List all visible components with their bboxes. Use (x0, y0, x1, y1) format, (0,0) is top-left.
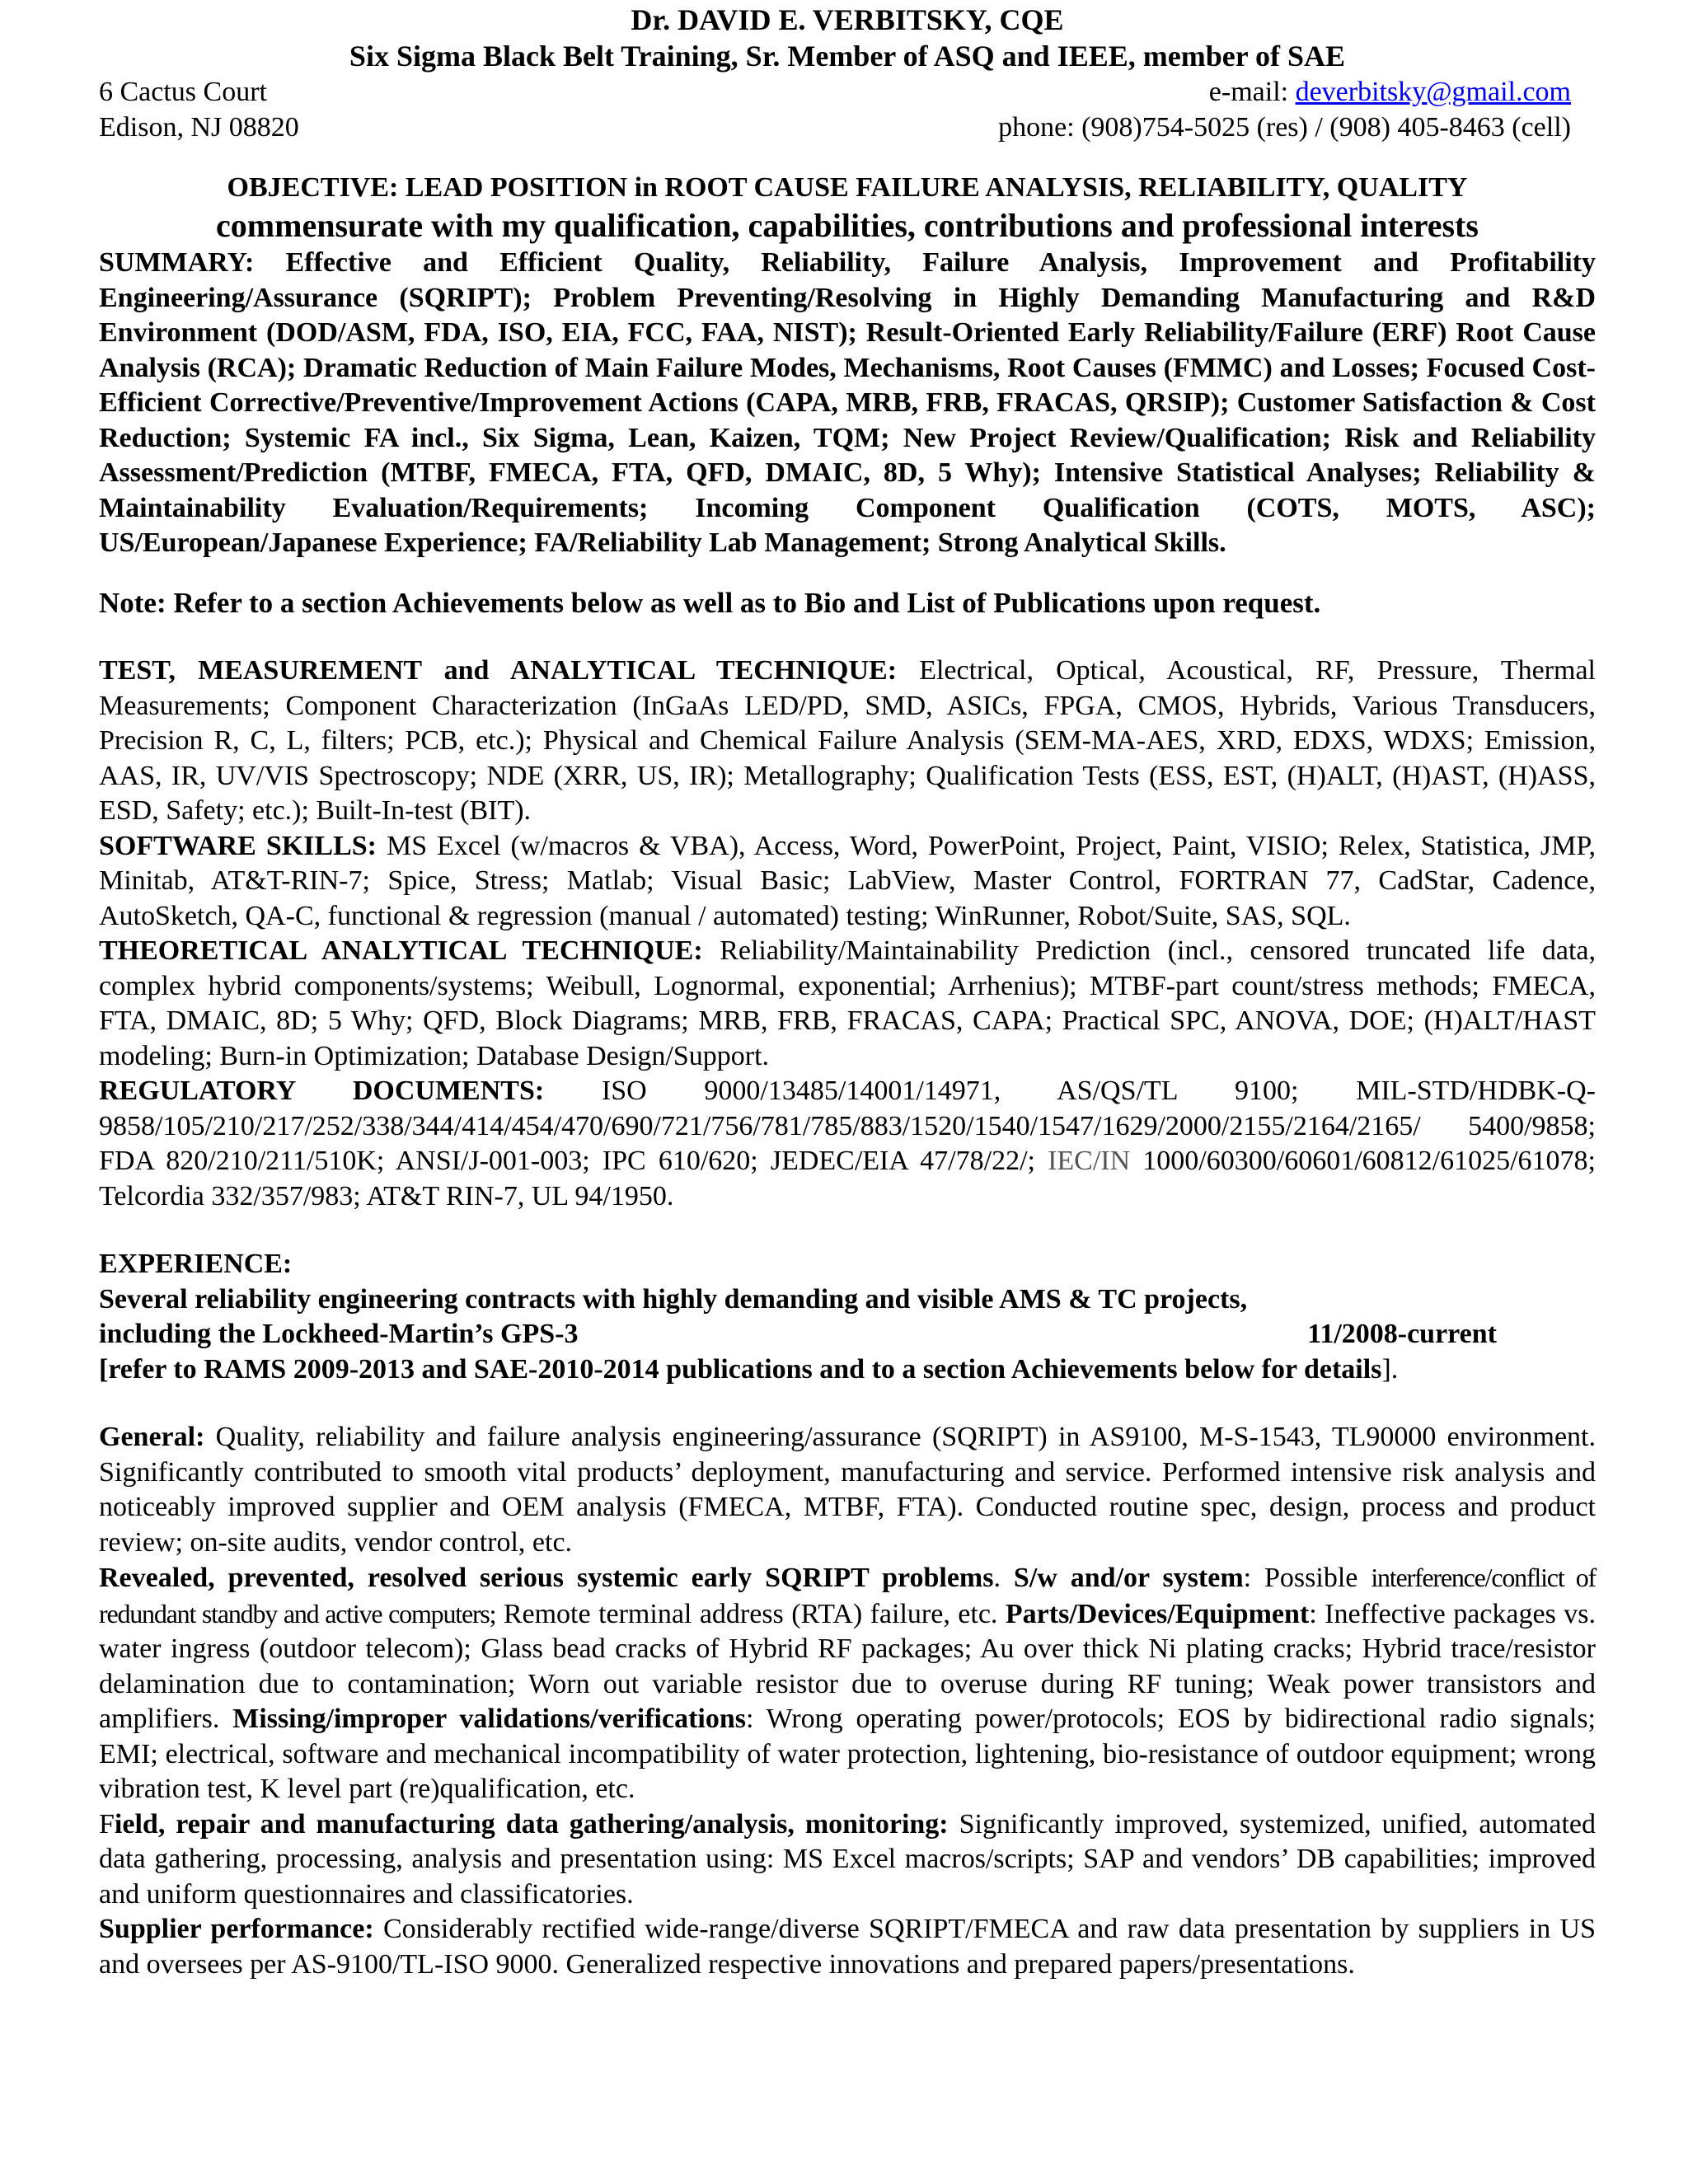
objective-heading: OBJECTIVE: LEAD POSITION in ROOT CAUSE FAILURE ANALYSIS, RELIABILITY, QUALITY (227, 172, 1468, 203)
sw-system-tight-text: interference/conflict of redundant standby and active computers; (99, 1563, 1596, 1629)
objective-subheading: commensurate with my qualification, capabilities, contributions and professional interests (216, 207, 1479, 244)
sw-system-label: S/w and/or system (1013, 1563, 1244, 1593)
candidate-name: Dr. DAVID E. VERBITSKY, CQE (631, 3, 1064, 36)
experience-refer-text: [refer to RAMS 2009-2013 and SAE-2010-2014 publications and to a section Achievements below for details (99, 1353, 1382, 1385)
field-data-label: ield, repair and manufacturing data gathering/analysis, monitoring: (114, 1808, 949, 1840)
missing-validations-label: Missing/improper validations/verifications (232, 1704, 746, 1734)
experience-refer-line (99, 1352, 1596, 1388)
supplier-performance-label: Supplier performance: (99, 1914, 374, 1944)
regulatory-documents-tail: 1000/60300/60601/60812/61025/61078; Telcordia 332/357/983; AT&T RIN-7, UL 94/1950. (99, 1146, 1596, 1212)
sw-system-text-2: Remote terminal address (RTA) failure, etc. (495, 1598, 1006, 1629)
software-skills-text: MS Excel (w/macros & VBA), Access, Word, PowerPoint, Project, Paint, VISIO; Relex, Statistica, JMP, Minitab, AT&T-RIN-7; Spice, Stress; Matlab; Visual Basic; LabView, Master Control, FORTRAN 77, CadStar, Cadence, AutoSketch, QA-C, functional & regression (manual / automated) testing; WinRunner, Robot/Suite, SAS, SQL. (99, 830, 1596, 931)
revealed-label: Revealed, prevented, resolved serious systemic early SQRIPT problems (99, 1563, 994, 1593)
test-measurement-label: TEST, MEASUREMENT and ANALYTICAL TECHNIQUE: (99, 655, 898, 686)
email-link[interactable]: deverbitsky@gmail.com (1295, 77, 1571, 107)
candidate-credentials: Six Sigma Black Belt Training, Sr. Member of ASQ and IEEE, member of SAE (349, 40, 1346, 73)
regulatory-documents-paragraph (99, 1074, 1596, 1214)
test-measurement-text: Electrical, Optical, Acoustical, RF, Pressure, Thermal Measurements; Component Characterization (InGaAs LED/PD, SMD, ASICs, FPGA, CMOS, Hybrids, Various Transducers, Precision R, C, L, filters; PCB, etc.); Physical and Chemical Failure Analysis (SEM-MA-AES, XRD, EDXS, WDXS; Emission, AAS, IR, UV/VIS Spectroscopy; NDE (XRR, US, IR); Metallography; Qualification Tests (ESS, EST, (H)ALT, (H)AST, (H)ASS, ESD, Safety; etc.); Built-In-test (BIT). (99, 655, 1596, 826)
experience-role-project: including the Lockheed-Martin’s GPS-3 (99, 1319, 579, 1349)
address-line-1: 6 Cactus Court (99, 77, 267, 107)
field-data-paragraph (99, 1807, 1596, 1913)
parts-label: Parts/Devices/Equipment (1005, 1598, 1310, 1629)
revealed-paragraph (99, 1560, 1596, 1807)
supplier-performance-text: Considerably rectified wide-range/diverse SQRIPT/FMECA and raw data presentation by suppliers in US and oversees per AS-9100/TL-ISO 9000. Generalized respective innovations and prepared papers/presentations. (99, 1914, 1596, 1980)
phone-numbers: phone: (908)754-5025 (res) / (908) 405-8463 (cell) (998, 112, 1571, 143)
contact-row-2 (99, 110, 1596, 145)
experience-refer-end: ]. (1381, 1353, 1399, 1385)
field-data-text: Significantly improved, systemized, unified, automated data gathering, processing, analysis and presentation using: MS Excel macros/scripts; SAP and vendors’ DB capabilities; improved and uniform questionnaires and classificatories. (99, 1808, 1596, 1910)
experience-role-line-1: Several reliability engineering contracts with highly demanding and visible AMS & TC projects, (99, 1283, 1248, 1315)
supplier-performance-paragraph (99, 1912, 1596, 1982)
general-label: General: (99, 1422, 205, 1452)
address-line-2: Edison, NJ 08820 (99, 112, 299, 143)
parts-text: : Ineffective packages vs. water ingress (outdoor telecom); Glass bead cracks of Hybrid RF packages; Au over thick Ni plating cracks; Hybrid trace/resistor delamination due to contamination; Worn out variable resistor due to overuse during RF tuning; Weak power transistors and amplifiers. (99, 1598, 1597, 1734)
software-skills-label: SOFTWARE SKILLS: (99, 830, 377, 861)
experience-role-line-2 (99, 1317, 1596, 1352)
regulatory-documents-text: ISO 9000/13485/14001/14971, AS/QS/TL 9100; MIL-STD/HDBK-Q-9858/105/210/217/252/338/344/414/454/470/690/721/756/781/785/883/1520/1540/1547/1629/2000/2155/2164/2165/ 5400/9858; FDA 820/210/211/510K; ANSI/J-001-003; IPC 610/620; JEDEC/EIA 47/78/22/; (99, 1076, 1596, 1176)
revealed-dot: . (993, 1563, 1014, 1593)
field-first-letter: F (99, 1808, 115, 1840)
theoretical-technique-paragraph (99, 934, 1596, 1074)
test-measurement-paragraph (99, 654, 1596, 829)
experience-heading: EXPERIENCE: (99, 1249, 293, 1279)
regulatory-documents-label: REGULATORY DOCUMENTS: (99, 1076, 545, 1106)
regulatory-iec-text: IEC/IN (1048, 1146, 1131, 1176)
contact-row-1 (99, 74, 1596, 110)
missing-validations-text: : Wrong operating power/protocols; EOS by bidirectional radio signals; EMI; electrical, software and mechanical incompatibility of water protection, lightening, bio-resistance of outdoor equipment; wrong vibration test, K level part (re)qualification, etc. (99, 1704, 1596, 1804)
theoretical-technique-text: Reliability/Maintainability Prediction (incl., censored truncated life data, complex hybrid components/systems; Weibull, Lognormal, exponential; Arrhenius); MTBF-part count/stress methods; FMECA, FTA, DMAIC, 8D; 5 Why; QFD, Block Diagrams; MRB, FRB, FRACAS, CAPA; Practical SPC, ANOVA, DOE; (H)ALT/HAST modeling; Burn-in Optimization; Database Design/Support. (99, 935, 1596, 1071)
note-paragraph: Note: Refer to a section Achievements below as well as to Bio and List of Publications upon request. (99, 586, 1321, 619)
general-paragraph (99, 1420, 1596, 1560)
email-label: e-mail: (1208, 77, 1296, 107)
software-skills-paragraph (99, 829, 1596, 935)
summary-paragraph: SUMMARY: Effective and Efficient Quality, Reliability, Failure Analysis, Improvement and Profitability Engineering/Assurance (SQRIPT); Problem Preventing/Resolving in Highly Demanding Manufacturing and R&D Environment (DOD/ASM, FDA, ISO, EIA, FCC, FAA, NIST); Result-Oriented Early Reliability/Failure (ERF) Root Cause Analysis (RCA); Dramatic Reduction of Main Failure Modes, Mechanisms, Root Causes (FMMC) and Losses; Focused Cost-Efficient Corrective/Preventive/Improvement Actions (CAPA, MRB, FRB, FRACAS, QRSIP); Customer Satisfaction & Cost Reduction; Systemic FA incl., Six Sigma, Lean, Kaizen, TQM; New Project Review/Qualification; Risk and Reliability Assessment/Prediction (MTBF, FMECA, FTA, QFD, DMAIC, 8D, 5 Why); Intensive Statistical Analyses; Reliability & Maintainability Evaluation/Requirements; Incoming Component Qualification (COTS, MOTS, ASC); US/European/Japanese Experience; FA/Reliability Lab Management; Strong Analytical Skills. (99, 247, 1596, 558)
experience-dates: 11/2008-current (1307, 1319, 1497, 1349)
sw-system-text-1: : Possible (1243, 1563, 1372, 1593)
general-text: Quality, reliability and failure analysis engineering/assurance (SQRIPT) in AS9100, M-S-1543, TL90000 environment. Significantly contributed to smooth vital products’ deployment, manufacturing and service. Performed intensive risk analysis and noticeably improved supplier and OEM analysis (FMECA, MTBF, FTA). Conducted routine spec, design, process and product review; on-site audits, vendor control, etc. (99, 1422, 1596, 1558)
email-block (1209, 74, 1571, 110)
theoretical-technique-label: THEORETICAL ANALYTICAL TECHNIQUE: (99, 935, 703, 966)
